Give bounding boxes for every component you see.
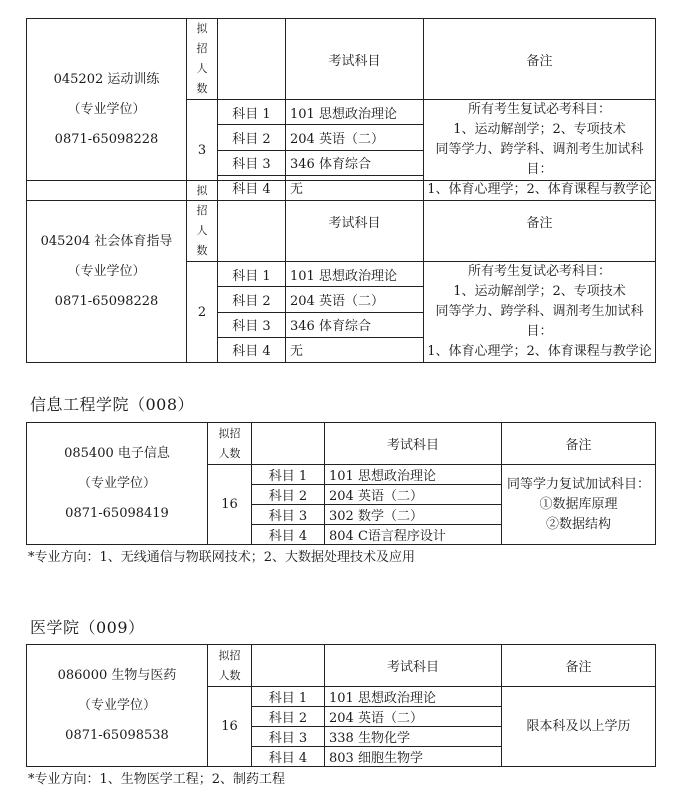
table-sports-training <box>26 18 656 201</box>
subject-num: 科目 4 <box>252 525 325 545</box>
notes-cell: 所有考生复试必考科目： 1、运动解剖学；2、专项技术 同等学力、跨学科、调剂考生加试科目： 1、体育心理学；2、体育课程与教学论 <box>424 262 656 363</box>
notes-cell: 同等学力复试加试科目： ①数据库原理 ②数据结构 <box>502 465 656 545</box>
subject-name: 101 思想政治理论 <box>286 262 424 287</box>
degree-type: （专业学位） <box>77 697 156 713</box>
notes-header: 备注 <box>424 181 656 262</box>
table-social-sports <box>26 180 656 363</box>
subject-num: 科目 2 <box>252 707 325 727</box>
plan-count: 2 <box>187 262 218 363</box>
empty-header <box>252 645 325 687</box>
subject-name: 803 细胞生物学 <box>325 747 502 767</box>
empty-header <box>218 181 286 262</box>
footnote-info-directions: *专业方向：1、无线通信与物联网技术；2、大数据处理技术及应用 <box>28 550 416 565</box>
major-cell <box>27 181 187 363</box>
empty-header <box>218 19 286 100</box>
subjects-header: 考试科目 <box>286 181 424 262</box>
subject-name: 346 体育综合 <box>286 150 424 175</box>
plan-count: 16 <box>208 465 252 545</box>
plan-count-header: 拟 招 人 数 <box>187 181 218 262</box>
plan-count-header: 拟 招 人 数 <box>187 19 218 100</box>
plan-count: 3 <box>187 100 218 201</box>
subject-num: 科目 3 <box>218 312 286 337</box>
subject-name: 204 英语（二） <box>325 707 502 727</box>
subject-name: 无 <box>286 175 424 200</box>
subject-num: 科目 2 <box>218 125 286 150</box>
subjects-header: 考试科目 <box>286 19 424 100</box>
section-title-info-engineering: 信息工程学院（008） <box>30 395 195 414</box>
subject-name: 204 英语（二） <box>286 287 424 312</box>
plan-count-header: 拟招 人数 <box>208 645 252 687</box>
major-name: 085400 电子信息 <box>64 445 170 461</box>
subject-name: 101 思想政治理论 <box>325 465 502 485</box>
subject-num: 科目 1 <box>252 687 325 707</box>
section-title-medicine: 医学院（009） <box>30 618 145 637</box>
subject-num: 科目 3 <box>218 150 286 175</box>
notes-cell: 所有考生复试必考科目： 1、运动解剖学；2、专项技术 同等学力、跨学科、调剂考生加试科目： 1、体育心理学；2、体育课程与教学论 <box>424 100 656 201</box>
subject-num: 科目 3 <box>252 727 325 747</box>
major-name: 045202 运动训练 <box>53 71 160 87</box>
major-cell <box>27 19 187 201</box>
degree-type: （专业学位） <box>67 263 146 279</box>
notes-header: 备注 <box>502 423 656 465</box>
major-name: 086000 生物与医药 <box>57 667 177 683</box>
subject-name: 804 C语言程序设计 <box>325 525 502 545</box>
degree-type: （专业学位） <box>77 475 156 491</box>
subject-num: 科目 1 <box>218 100 286 125</box>
empty-header <box>252 423 325 465</box>
major-name: 045204 社会体育指导 <box>40 233 173 249</box>
table-electronic-info <box>26 422 656 545</box>
subject-num: 科目 3 <box>252 505 325 525</box>
subject-num: 科目 1 <box>218 262 286 287</box>
contact-phone: 0871-65098419 <box>65 505 169 521</box>
major-cell <box>27 423 208 545</box>
notes-header: 备注 <box>424 19 656 100</box>
subject-name: 101 思想政治理论 <box>325 687 502 707</box>
subject-name: 346 体育综合 <box>286 312 424 337</box>
subjects-header: 考试科目 <box>325 423 502 465</box>
notes-header: 备注 <box>502 645 656 687</box>
degree-type: （专业学位） <box>67 101 146 117</box>
subject-name: 无 <box>286 337 424 362</box>
subject-name: 302 数学（二） <box>325 505 502 525</box>
notes-cell: 限本科及以上学历 <box>502 687 656 767</box>
subject-num: 科目 1 <box>252 465 325 485</box>
subject-name: 101 思想政治理论 <box>286 100 424 125</box>
subject-num: 科目 4 <box>252 747 325 767</box>
plan-count-header: 拟招 人数 <box>208 423 252 465</box>
subject-name: 204 英语（二） <box>325 485 502 505</box>
contact-phone: 0871-65098228 <box>54 293 159 309</box>
table-bio-medicine <box>26 644 656 767</box>
subject-name: 338 生物化学 <box>325 727 502 747</box>
major-cell <box>27 645 208 767</box>
subject-num: 科目 2 <box>252 485 325 505</box>
subject-name: 204 英语（二） <box>286 125 424 150</box>
subjects-header: 考试科目 <box>325 645 502 687</box>
subject-num: 科目 2 <box>218 287 286 312</box>
subject-num: 科目 4 <box>218 175 286 200</box>
subject-num: 科目 4 <box>218 337 286 362</box>
contact-phone: 0871-65098538 <box>65 727 169 743</box>
footnote-med-directions: *专业方向：1、生物医学工程；2、制药工程 <box>28 772 286 787</box>
plan-count: 16 <box>208 687 252 767</box>
contact-phone: 0871-65098228 <box>54 131 159 147</box>
